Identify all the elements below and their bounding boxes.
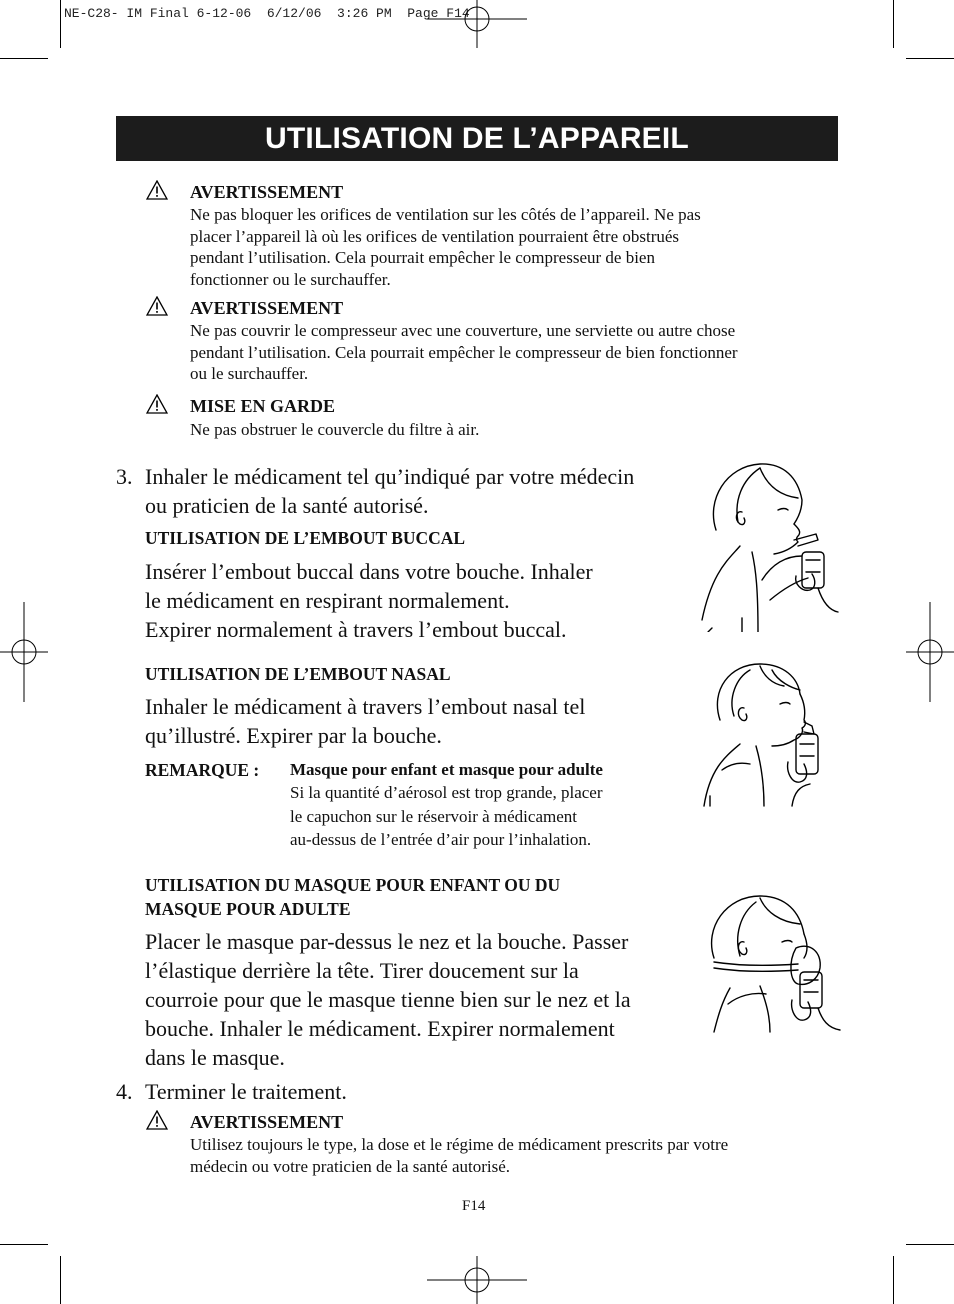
section-heading-nasal: UTILISATION DE L’EMBOUT NASAL (145, 664, 451, 684)
registration-mark-icon (906, 602, 954, 702)
warning-heading: AVERTISSEMENT (190, 1112, 344, 1132)
crop-mark (60, 1256, 61, 1304)
note-label: REMARQUE : (145, 760, 260, 780)
warning-triangle-icon (146, 1110, 168, 1130)
crop-mark (893, 0, 894, 48)
crop-mark (893, 1256, 894, 1304)
warning-triangle-icon (146, 180, 168, 200)
registration-mark-icon (0, 602, 48, 702)
caution-heading: MISE EN GARDE (190, 396, 336, 416)
step-number: 4. (116, 1079, 133, 1104)
caution-text: Ne pas obstruer le couvercle du filtre à air. (190, 420, 480, 439)
nasal-instructions: Inhaler le médicament à travers l’embout nasal tel qu’illustré. Expirer par la bouche. (145, 694, 586, 748)
warning-text: Utilisez toujours le type, la dose et le régime de médicament prescrits par votre médecin ou votre praticien de la santé autorisé. (190, 1135, 729, 1176)
warning-heading: AVERTISSEMENT (190, 182, 344, 202)
page-number: F14 (462, 1198, 486, 1214)
print-slug: NE-C28- IM Final 6-12-06 6/12/06 3:26 PM Page F14 (64, 6, 470, 21)
note-heading: Masque pour enfant et masque pour adulte (290, 760, 603, 779)
note-text: Si la quantité d’aérosol est trop grande, placer le capuchon sur le réservoir à médicament au-dessus de l’entrée d’air pour l’inhalation. (290, 783, 603, 849)
warning-text: Ne pas bloquer les orifices de ventilation sur les côtés de l’appareil. Ne pas placer l’appareil là où les orifices de ventilation pourraient être obstrués pendant l’utilisation. Cela pourrait empêcher le compresseur de bien fonctionner ou le surchauffer. (190, 205, 701, 289)
crop-mark (0, 58, 48, 59)
child-mouthpiece-illustration (698, 460, 840, 632)
child-mask-illustration (700, 892, 842, 1034)
page-title-bar (116, 116, 838, 161)
page-title: UTILISATION DE L’APPAREIL (265, 121, 689, 155)
step-number: 3. (116, 464, 133, 489)
warning-triangle-icon (146, 296, 168, 316)
mouthpiece-instructions: Insérer l’embout buccal dans votre bouche. Inhaler le médicament en respirant normalement. Expirer normalement à travers l’embout buccal. (145, 559, 593, 642)
registration-mark-icon (427, 0, 527, 48)
section-heading-mask: UTILISATION DU MASQUE POUR ENFANT OU DU MASQUE POUR ADULTE (145, 875, 561, 919)
crop-mark (906, 1244, 954, 1245)
step-text: Terminer le traitement. (145, 1079, 347, 1104)
crop-mark (0, 1244, 48, 1245)
step-text: Inhaler le médicament tel qu’indiqué par votre médecin ou praticien de la santé autorisé. (145, 464, 635, 518)
registration-mark-icon (427, 1256, 527, 1304)
child-nasal-illustration (700, 660, 824, 810)
warning-text: Ne pas couvrir le compresseur avec une couverture, une serviette ou autre chose pendant l’utilisation. Cela pourrait empêcher le compresseur de bien fonctionner ou le surchauffer. (190, 321, 738, 383)
warning-heading: AVERTISSEMENT (190, 298, 344, 318)
crop-mark (906, 58, 954, 59)
warning-triangle-icon (146, 394, 168, 414)
crop-mark (60, 0, 61, 48)
section-heading-mouthpiece: UTILISATION DE L’EMBOUT BUCCAL (145, 528, 466, 548)
mask-instructions: Placer le masque par-dessus le nez et la bouche. Passer l’élastique derrière la tête. Tirer doucement sur la courroie pour que le masque tienne bien sur le nez et la bouche. Inhaler le médicament. Expirer normalement dans le masque. (145, 929, 631, 1070)
